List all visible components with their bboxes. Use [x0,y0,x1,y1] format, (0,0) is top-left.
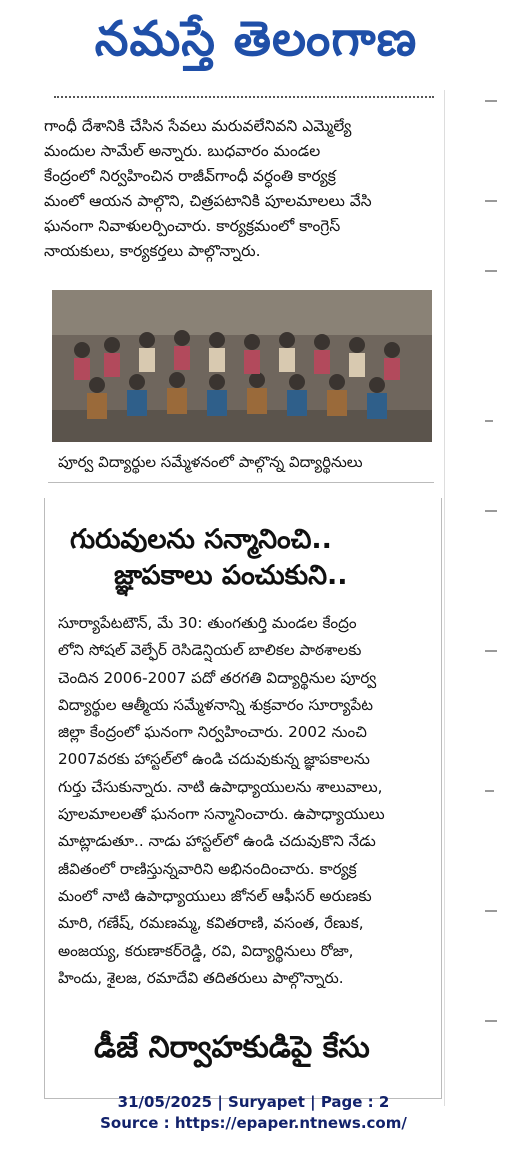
headline-line-1: గురువులను సన్మానించి.. [70,524,332,555]
article-line: జిల్లా కేంద్రంలో ఘనంగా నిర్వహించారు. 2002 నుంచి [58,723,367,742]
footer-source: Source : https://epaper.ntnews.com/ [100,1114,407,1132]
article-line: చెందిన 2006-2007 పదో తరగతి విద్యార్థినుల పూర్వ [58,668,377,687]
article-top-line: నాయకులు, కార్యకర్తలు పాల్గొన్నారు. [44,242,261,260]
article-line: జీవితంలో రాణిస్తున్నవారిని అభినందించారు. కార్యక్ర [58,859,357,878]
footer-date-edition: 31/05/2025 | Suryapet | Page : 2 [117,1093,390,1111]
article-line: మాట్లాడుతూ.. నాడు హాస్టల్‌లో ఉండి చదువుకొని నేడు [58,832,376,851]
article-line: లోని సోషల్ వెల్ఫేర్ రెసిడెన్షియల్ బాలికల పాఠశాలకు [58,641,362,660]
article-body [58,610,438,992]
article-line: 2007వరకు హాస్టల్‌లో ఉండి చదువుకున్న జ్ఞాపకాలను [58,750,370,769]
caption-divider [48,482,434,483]
page-footer [0,1092,507,1134]
article-line: మంలో నాటి ఉపాధ్యాయులు జోనల్ ఆఫీసర్ అరుణకు [58,886,372,905]
article-top-line: మంలో ఆయన పాల్గొని, చిత్రపటానికి పూలమాలలు వేసి [44,192,372,210]
article-line: పూలమాలలతో ఘనంగా సన్మానించారు. ఉపాధ్యాయులు [58,805,385,824]
article-line: విద్యార్థుల ఆత్మీయ సమ్మేళనాన్ని శుక్రవారం సూర్యాపేట [58,695,373,714]
newspaper-clipping [34,90,445,1106]
photo-caption: పూర్వ విద్యార్థుల సమ్మేళనంలో పాల్గొన్న విద్యార్థినులు [58,453,363,471]
article-line: అంజయ్య, కరుణాకర్‌రెడ్డి, రవి, విద్యార్థినులు రోజా, [58,941,354,960]
next-article-headline: డీజే నిర్వాహకుడిపై కేసు [94,1030,370,1065]
article-top-line: కేంద్రంలో నిర్వహించిన రాజీవ్‌గాంధీ వర్ధంతి కార్యక్ర [44,167,336,185]
article-line: హిందు, శైలజ, రమాదేవి తదితరులు పాల్గొన్నారు. [58,968,344,987]
article-top-line: ఘనంగా నివాళులర్పించారు. కార్యక్రమంలో కాంగ్రెస్ [44,217,341,235]
group-photo-image [52,290,432,442]
article-line: సూర్యాపేటటౌన్, మే 30: తుంగతుర్తి మండల కేంద్రం [58,614,357,632]
article-top-line: మందుల సామేల్ అన్నారు. బుధవారం మండల [44,142,321,160]
article-line: గుర్తు చేసుకున్నారు. నాటి ఉపాధ్యాయులను శాలువాలు, [58,777,383,796]
masthead [0,0,507,82]
clipping-cut-line [54,96,434,106]
adjacent-column-edge [485,90,507,1106]
article-top-text [44,114,444,264]
article-headline [70,522,430,594]
headline-line-2: జ్ఞాపకాలు పంచుకుని.. [114,560,348,591]
article-top-line: గాంధీ దేశానికి చేసిన సేవలు మరువలేనివని ఎమ్మెల్యే [44,117,352,135]
article-line: మారి, గణేష్, రమణమ్మ, కవితరాణి, వసంత, రేణుక, [58,914,364,933]
newspaper-title: నమస్తే తెలంగాణ [94,11,418,67]
group-photo [52,290,432,442]
